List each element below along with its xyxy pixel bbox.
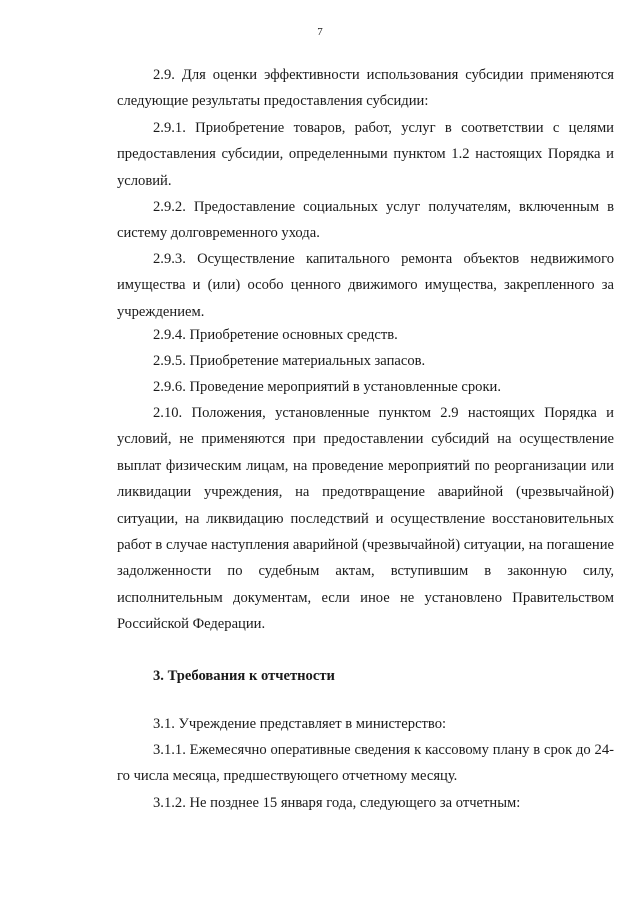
paragraph-3-1: 3.1. Учреждение представляет в министерство:	[153, 716, 447, 732]
page-number: 7	[317, 26, 323, 38]
paragraph-2-9-5: 2.9.5. Приобретение материальных запасов.	[153, 353, 426, 369]
paragraph-2-9-3: 2.9.3. Осуществление капитального ремонта объектов недвижимого имущества и (или) особо ценного движимого имущества, закрепленного за учреждением.	[117, 251, 614, 320]
section-heading-3: 3. Требования к отчетности	[153, 668, 335, 684]
paragraph-3-1-2: 3.1.2. Не позднее 15 января года, следующего за отчетным:	[153, 795, 521, 811]
paragraph-2-9-4: 2.9.4. Приобретение основных средств.	[153, 327, 398, 343]
paragraph-2-10: 2.10. Положения, установленные пунктом 2.9 настоящих Порядка и условий, не применяются при предоставлении субсидий на осуществление выплат физическим лицам, на проведение мероприятий по реорганизации или ликвидации учреждения, на предотвращение аварийной (чрезвычайной) ситуации, на ликвидацию последствий и осуществление восстановительных работ в случае наступления аварийной (чрезвычайной) ситуации, на погашение задолженности по судебным актам, вступившим в законную силу, исполнительным документам, если иное не установлено Правительством Российской Федерации.	[117, 405, 614, 633]
paragraph-2-9-1: 2.9.1. Приобретение товаров, работ, услуг в соответствии с целями предоставления субсидии, определенными пунктом 1.2 настоящих Порядка и условий.	[117, 120, 614, 189]
paragraph-2-9: 2.9. Для оценки эффективности использования субсидии применяются следующие результаты предоставления субсидии:	[117, 67, 614, 110]
paragraph-3-1-1: 3.1.1. Ежемесячно оперативные сведения к кассовому плану в срок до 24-го числа месяца, предшествующего отчетному месяцу.	[117, 742, 614, 785]
paragraph-2-9-2: 2.9.2. Предоставление социальных услуг получателям, включенным в систему долговременного ухода.	[117, 199, 614, 242]
paragraph-2-9-6: 2.9.6. Проведение мероприятий в установленные сроки.	[153, 379, 502, 395]
